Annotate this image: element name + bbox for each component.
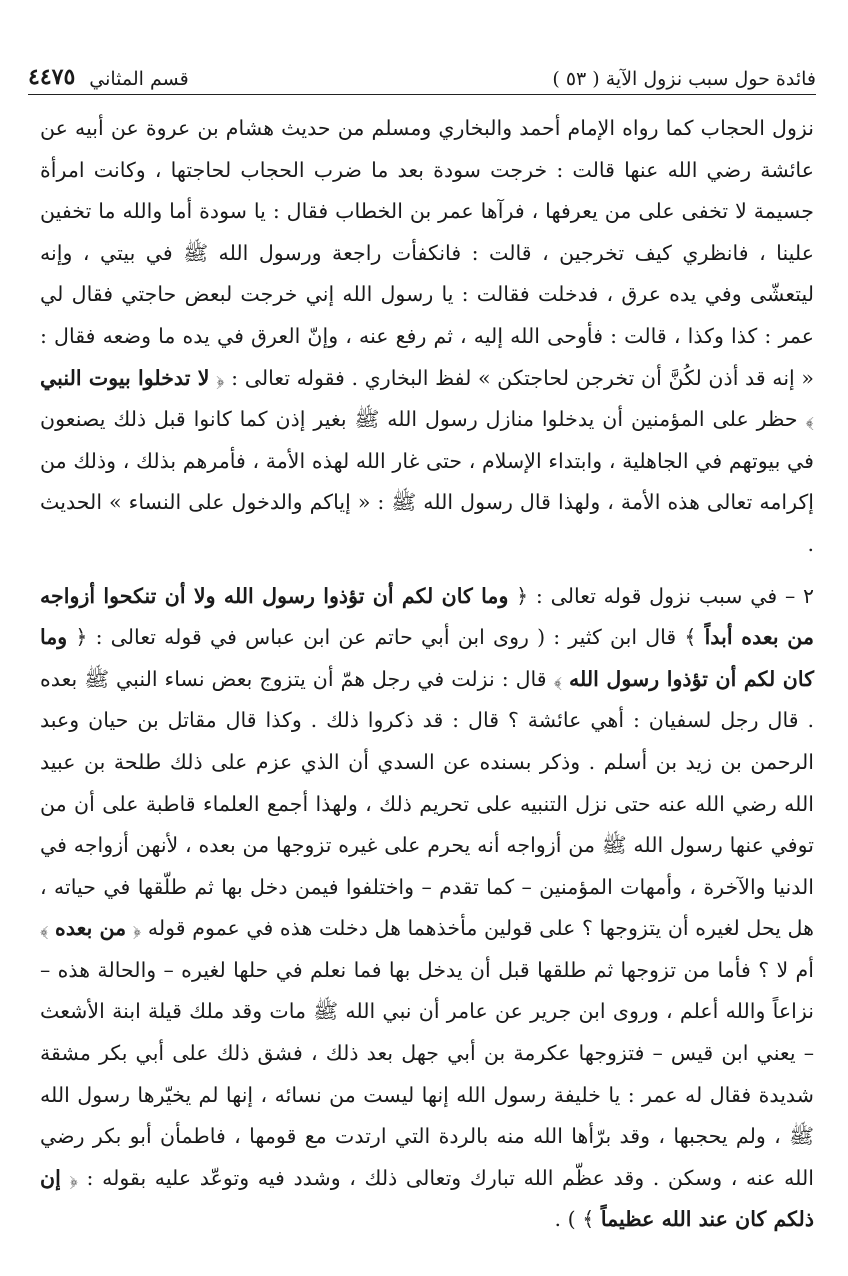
page-header bbox=[28, 56, 816, 95]
text-run: قال : نزلت في رجل همّ أن يتزوج بعض نساء النبي ﷺ بعده . قال رجل لسفيان : أهي عائشة ؟ قال : قد ذكروا ذلك . وكذا قال مقاتل بن حيان وعبد الرحمن بن زيد بن أسلم . وذكر بسنده عن السدي أن الذي عزم على ذلك طلحة بن عبيد الله رضي الله عنه حتى نزل التنبيه على تحريم ذلك ، ولهذا أجمع العلماء قاطبة على أن من توفي عنها رسول الله ﷺ من أزواجه أنه يحرم على غيره تزوجها من بعده ، لأنهن أزواجه في الدنيا والآخرة ، وأمهات المؤمنين – كما تقدم – واختلفوا فيمن دخل بها ثم طلّقها في حياته ، هل يحل لغيره أن يتزوجها ؟ على قولين مأخذهما هل دخلت هذه في عموم قوله bbox=[40, 666, 815, 941]
page-body bbox=[40, 108, 814, 1241]
verse-close-ornament: ﴾ bbox=[805, 407, 814, 432]
verse-open-ornament: ﴿ bbox=[75, 625, 88, 650]
quran-quote: من بعده bbox=[55, 916, 127, 941]
verse-close-ornament: ﴾ bbox=[684, 625, 697, 650]
page-number: ٤٤٧٥ bbox=[28, 64, 76, 90]
quran-quote: وما كان لكم أن تؤذوا رسول الله ولا أن تنكحوا أزواجه من بعده أبداً bbox=[40, 583, 814, 650]
quran-quote: إن ذلكم كان عند الله عظيماً bbox=[40, 1165, 814, 1232]
section-title: قسم المثاني bbox=[89, 68, 189, 90]
quran-quote: وما كان لكم أن تؤذوا رسول الله bbox=[40, 625, 815, 691]
paragraph-1 bbox=[40, 108, 814, 566]
text-run: نزول الحجاب كما رواه الإمام أحمد والبخاري ومسلم من حديث هشام بن عروة عن أبيه عن عائشة رضي الله عنها قالت : خرجت سودة بعد ما ضرب الحجاب لحاجتها ، وكانت امرأة جسيمة لا تخفى على من يعرفها ، فرآها عمر بن الخطاب فقال : يا سودة أما والله ما تخفين علينا ، فانظري كيف تخرجين ، قالت : فانكفأت راجعة ورسول الله ﷺ في بيتي ، وإنه ليتعشّى وفي يده عرق ، فدخلت فقالت : يا رسول الله إني خرجت لبعض حاجتي فقال لي عمر : كذا وكذا ، قالت : فأوحى الله إليه ، ثم رفع عنه ، وإنّ العرق في يده ما وضعه فقال : « إنه قد أذن لكُنَّ أن تخرجن لحاجتكن » لفظ البخاري . فقوله تعالى : bbox=[40, 116, 814, 390]
verse-close-ornament: ﴾ bbox=[553, 666, 563, 691]
verse-open-ornament: ﴿ bbox=[516, 583, 529, 608]
verse-close-ornament: ﴾ bbox=[40, 916, 49, 941]
verse-close-ornament: ﴾ bbox=[582, 1207, 595, 1232]
verse-open-ornament: ﴿ bbox=[132, 916, 142, 941]
running-title: فائدة حول سبب نزول الآية ( ٥٣ ) bbox=[552, 68, 816, 90]
text-run: ٢ – في سبب نزول قوله تعالى : bbox=[535, 583, 815, 608]
header-left-group bbox=[28, 64, 189, 90]
paragraph-2 bbox=[40, 576, 814, 1242]
quran-quote: لا تدخلوا بيوت النبي bbox=[40, 365, 210, 390]
text-run: أم لا ؟ فأما من تزوجها ثم طلقها قبل أن يدخل بها فما نعلم في حلها لغيره – والحالة هذه – نزاعاً والله أعلم ، وروى ابن جرير عن عامر أن نبي الله ﷺ مات وقد ملك قيلة ابنة الأشعث – يعني ابن قيس – فتزوجها عكرمة بن أبي جهل بعد ذلك ، فشق ذلك على أبي بكر مشقة شديدة فقال له عمر : يا خليفة رسول الله إنها ليست من نسائه ، إنها لم يخيّرها رسول الله ﷺ ، ولم يحجبها ، وقد برّأها الله منه بالردة التي ارتدت مع قومها ، فاطمأن أبو بكر رضي الله عنه ، وسكن . وقد عظّم الله تبارك وتعالى ذلك ، وشدد فيه وتوعّد عليه بقوله : bbox=[40, 957, 815, 1190]
text-run: ) . bbox=[554, 1207, 576, 1232]
verse-open-ornament: ﴿ bbox=[69, 1165, 78, 1190]
verse-open-ornament: ﴿ bbox=[216, 365, 225, 390]
text-run: حظر على المؤمنين أن يدخلوا منازل رسول الله ﷺ بغير إذن كما كانوا قبل ذلك يصنعون في بيوتهم في الجاهلية ، وابتداء الإسلام ، حتى غار الله لهذه الأمة ، فأمرهم بذلك ، وذلك من إكرامه تعالى هذه الأمة ، ولهذا قال رسول الله ﷺ : « إياكم والدخول على النساء » الحديث . bbox=[40, 407, 815, 556]
text-run: قال ابن كثير : ( روى ابن أبي حاتم عن ابن عباس في قوله تعالى : bbox=[95, 625, 677, 650]
